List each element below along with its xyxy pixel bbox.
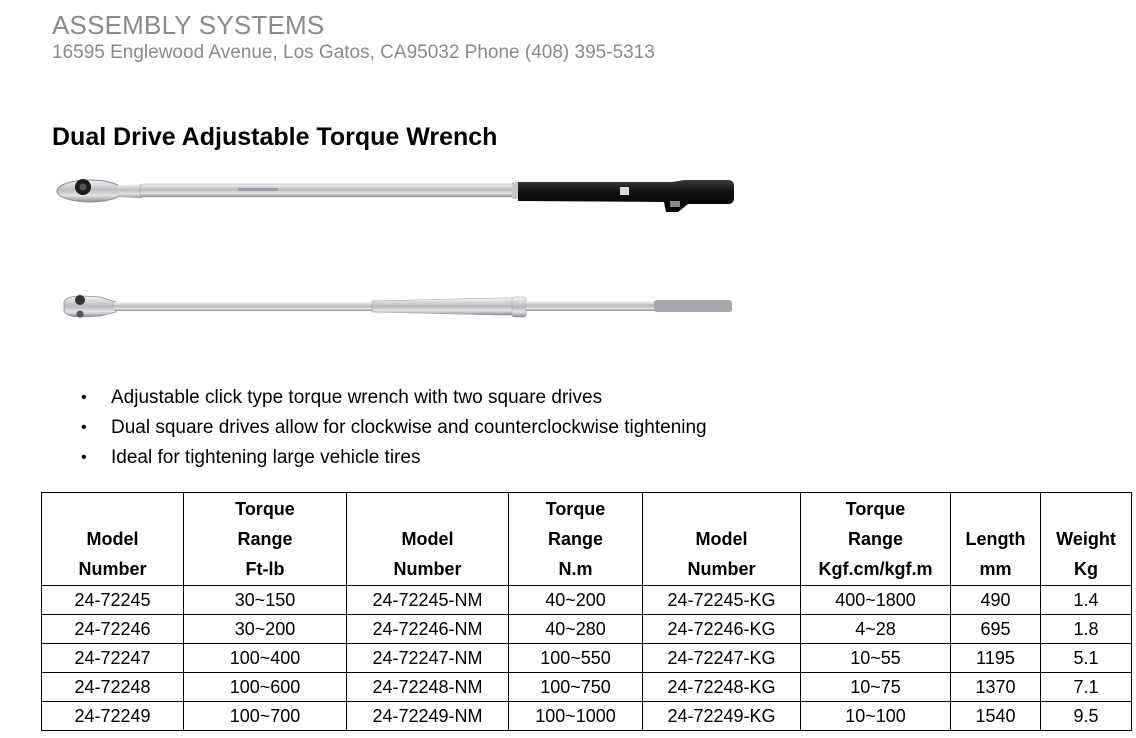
wrench-photo-grip xyxy=(52,170,742,218)
wrench-photo-chrome xyxy=(56,290,746,324)
cell-model-nm: 24-72246-NM xyxy=(347,615,509,644)
cell-model-kg: 24-72249-KG xyxy=(643,702,801,731)
header-torque-nm: Torque Range N.m xyxy=(509,493,643,586)
company-address: 16595 Englewood Avenue, Los Gatos, CA95032 Phone (408) 395-5313 xyxy=(52,42,655,63)
cell-weight: 1.4 xyxy=(1041,586,1132,615)
cell-length: 1540 xyxy=(951,702,1041,731)
bullet-icon: • xyxy=(81,389,87,406)
cell-torque-ftlb: 100~700 xyxy=(184,702,347,731)
cell-weight: 9.5 xyxy=(1041,702,1132,731)
cell-length: 1195 xyxy=(951,644,1041,673)
header-model-number: Model Number xyxy=(42,493,184,586)
company-name: ASSEMBLY SYSTEMS xyxy=(52,10,325,40)
cell-torque-ftlb: 30~200 xyxy=(184,615,347,644)
cell-torque-nm: 100~750 xyxy=(509,673,643,702)
header-model-number-nm: Model Number xyxy=(347,493,509,586)
bullet-icon: • xyxy=(81,419,87,436)
header-model-number-kg: Model Number xyxy=(643,493,801,586)
feature-item xyxy=(78,415,707,445)
cell-torque-ftlb: 100~400 xyxy=(184,644,347,673)
bullet-icon: • xyxy=(81,449,87,466)
cell-weight: 5.1 xyxy=(1041,644,1132,673)
feature-text: Dual square drives allow for clockwise and counterclockwise tightening xyxy=(111,417,707,438)
cell-torque-kgf: 400~1800 xyxy=(801,586,951,615)
header-torque-ftlb: Torque Range Ft-lb xyxy=(184,493,347,586)
feature-item xyxy=(78,445,707,475)
header-length: Length mm xyxy=(951,493,1041,586)
cell-weight: 1.8 xyxy=(1041,615,1132,644)
feature-text: Ideal for tightening large vehicle tires xyxy=(111,447,421,468)
feature-item xyxy=(78,385,707,415)
cell-model: 24-72246 xyxy=(42,615,184,644)
spec-table xyxy=(41,492,1132,731)
feature-text: Adjustable click type torque wrench with two square drives xyxy=(111,387,603,408)
cell-model: 24-72249 xyxy=(42,702,184,731)
cell-length: 1370 xyxy=(951,673,1041,702)
cell-torque-kgf: 10~55 xyxy=(801,644,951,673)
cell-torque-kgf: 10~75 xyxy=(801,673,951,702)
table-row xyxy=(42,615,1132,644)
table-row xyxy=(42,673,1132,702)
cell-length: 695 xyxy=(951,615,1041,644)
cell-torque-ftlb: 30~150 xyxy=(184,586,347,615)
cell-torque-kgf: 4~28 xyxy=(801,615,951,644)
header-weight: Weight Kg xyxy=(1041,493,1132,586)
cell-torque-ftlb: 100~600 xyxy=(184,673,347,702)
cell-length: 490 xyxy=(951,586,1041,615)
cell-model: 24-72245 xyxy=(42,586,184,615)
table-row xyxy=(42,644,1132,673)
table-header-row xyxy=(42,493,1132,586)
cell-torque-kgf: 10~100 xyxy=(801,702,951,731)
cell-model: 24-72248 xyxy=(42,673,184,702)
table-row xyxy=(42,586,1132,615)
feature-list xyxy=(78,385,707,475)
header-torque-kgf: Torque Range Kgf.cm/kgf.m xyxy=(801,493,951,586)
cell-model-kg: 24-72248-KG xyxy=(643,673,801,702)
cell-weight: 7.1 xyxy=(1041,673,1132,702)
product-title: Dual Drive Adjustable Torque Wrench xyxy=(52,123,498,151)
cell-torque-nm: 100~550 xyxy=(509,644,643,673)
cell-model-kg: 24-72247-KG xyxy=(643,644,801,673)
cell-model-kg: 24-72246-KG xyxy=(643,615,801,644)
cell-model-kg: 24-72245-KG xyxy=(643,586,801,615)
cell-model-nm: 24-72245-NM xyxy=(347,586,509,615)
table-row xyxy=(42,702,1132,731)
cell-torque-nm: 40~200 xyxy=(509,586,643,615)
cell-torque-nm: 40~280 xyxy=(509,615,643,644)
cell-model-nm: 24-72249-NM xyxy=(347,702,509,731)
cell-torque-nm: 100~1000 xyxy=(509,702,643,731)
cell-model-nm: 24-72247-NM xyxy=(347,644,509,673)
cell-model: 24-72247 xyxy=(42,644,184,673)
cell-model-nm: 24-72248-NM xyxy=(347,673,509,702)
